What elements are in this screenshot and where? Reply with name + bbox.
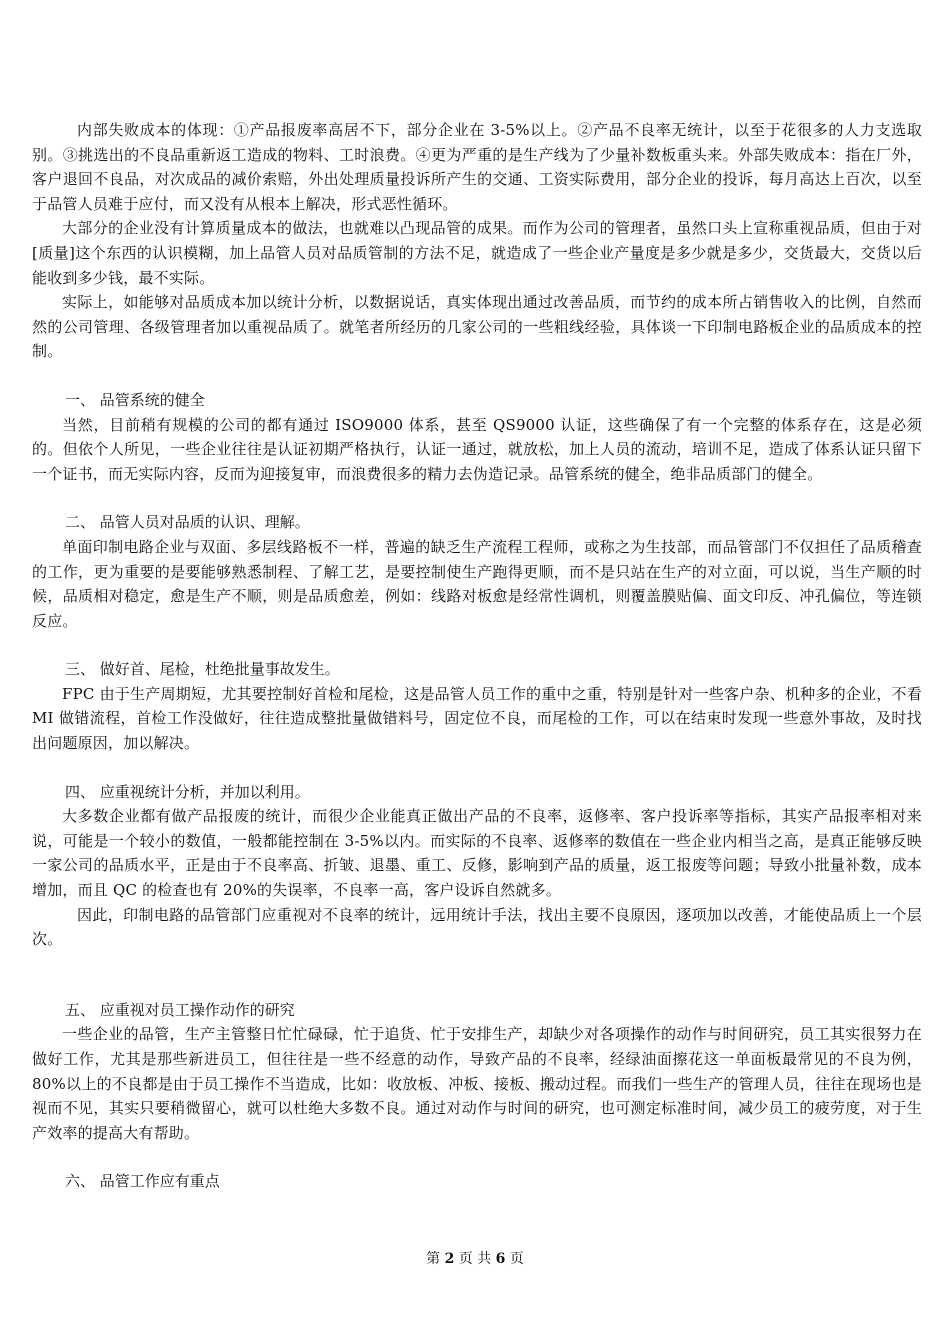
section-heading-6: 六、 品管工作应有重点: [65, 1172, 220, 1191]
paragraph-qc-understanding: 单面印制电路企业与双面、多层线路板不一样，普遍的缺乏生产流程工程师，或称之为生技部，而品管部门不仅担任了品质稽查的工作，更为重要的是要能够熟悉制程、了解工艺，是要控制使生产跑得更顺，而不是只站在生产的对立面，可以说，当生产顺的时候，品质相对稳定，愈是生产不顺，则是品质愈差，例如：线路对板愈是经常性调机，则覆盖膜贴偏、面文印反、冲孔偏位，等连锁反应。: [32, 537, 922, 630]
footer-page-number: 2: [444, 1251, 455, 1267]
footer-middle: 页 共: [458, 1251, 492, 1267]
paragraph-first-last-inspection: FPC 由于生产周期短，尤其要控制好首检和尾检，这是品管人员工作的重中之重，特别是针对一些客户杂、机种多的企业，不看 MI 做错流程，首检工作没做好，往往造成整批量做错料号，固定位不良，而尾检的工作，可以在结束时发现一些意外事故，及时找出问题原因，加以解决。: [32, 684, 922, 753]
document-body: [32, 118, 922, 1194]
paragraph-internal-failure-cost: 内部失败成本的体现：①产品报废率高居不下，部分企业在 3-5%以上。②产品不良率无统计，以至于花很多的人力支选取别。③挑选出的不良品重新返工造成的物料、工时浪费。④更为严重的是生产线为了少量补数板重头来。外部失败成本：指在厂外，客户退回不良品，对次成品的减价索赔，外出处理质量投诉所产生的交通、工资实际费用，部分企业的投诉，每月高达上百次，以至于品管人员难于应付，而又没有从根本上解决，形式恶性循环。: [32, 121, 922, 213]
footer-total-pages: 6: [495, 1251, 506, 1267]
paragraph-statistical-analysis-intro: 实际上，如能够对品质成本加以统计分析，以数据说话，真实体现出通过改善品质，而节约的成本所占销售收入的比例，自然而然的公司管理、各级管理者加以重视品质了。就笔者所经历的几家公司的一些粗线经验，具体谈一下印制电路板企业的品质成本的控制。: [32, 293, 922, 361]
paragraph-defect-rate-conclusion: 因此，印制电路的品管部门应重视对不良率的统计，远用统计手法，找出主要不良原因，逐项加以改善，才能使品质上一个层次。: [32, 905, 922, 949]
paragraph-operator-motion-study: 一些企业的品管，生产主管整日忙忙碌碌，忙于追货、忙于安排生产，却缺少对各项操作的动作与时间研究，员工其实很努力在做好工作，尤其是那些新进员工，但往往是一些不经意的动作，导致产品的不良率，经绿油面擦花这一单面板最常见的不良为例，80%以上的不良都是由于员工操作不当造成，比如：收放板、冲板、接板、搬动过程。而我们一些生产的管理人员，往往在现场也是视而不见，其实只要稍微留心，就可以杜绝大多数不良。通过对动作与时间的研究，也可测定标准时间，减少员工的疲劳度，对于生产效率的提高大有帮助。: [32, 1025, 922, 1142]
paragraph-quality-cost-calculation: 大部分的企业没有计算质量成本的做法，也就难以凸现品管的成果。而作为公司的管理者，虽然口头上宣称重视品质，但由于对[质量]这个东西的认识模糊，加上品管人员对品质管制的方法不足，就造成了一些企业产量度是多少就是多少，交货最大，交货以后能收到多少钱，最不实际。: [32, 219, 922, 287]
section-heading-5: 五、 应重视对员工操作动作的研究: [65, 1000, 295, 1019]
footer-prefix: 第: [426, 1251, 441, 1267]
paragraph-quality-system: 当然，目前稍有规模的公司的都有通过 ISO9000 体系，甚至 QS9000 认证，这些确保了有一个完整的体系存在，这是必须的。但依个人所见，一些企业往往是认证初期严格执行，认证一通过，就放松，加上人员的流动，培训不足，造成了体系认证只留下一个证书，而无实际内容，反而为迎接复审，而浪费很多的精力去伪造记录。品管系统的健全，绝非品质部门的健全。: [32, 415, 922, 483]
footer-suffix: 页: [509, 1251, 524, 1267]
section-heading-2: 二、 品管人员对品质的认识、理解。: [65, 513, 310, 532]
section-heading-4: 四、 应重视统计分析，并加以利用。: [65, 782, 310, 801]
paragraph-defect-statistics: 大多数企业都有做产品报废的统计，而很少企业能真正做出产品的不良率，返修率、客户投诉率等指标，其实产品报率相对来说，可能是一个较小的数值，一般都能控制在 3-5%以内。而实际的不良率、返修率的数值在一些企业内相当之高，是真正能够反映一家公司的品质水平，正是由于不良率高、折皱、退墨、重工、反修，影响到产品的质量，返工报废等问题；导致小批量补数，成本增加，而且 QC 的检查也有 20%的失误率，不良率一高，客户设诉自然就多。: [32, 807, 922, 900]
section-heading-1: 一、 品管系统的健全: [65, 390, 205, 409]
section-heading-3: 三、 做好首、尾检，杜绝批量事故发生。: [65, 660, 340, 679]
page-footer: [0, 1248, 950, 1268]
